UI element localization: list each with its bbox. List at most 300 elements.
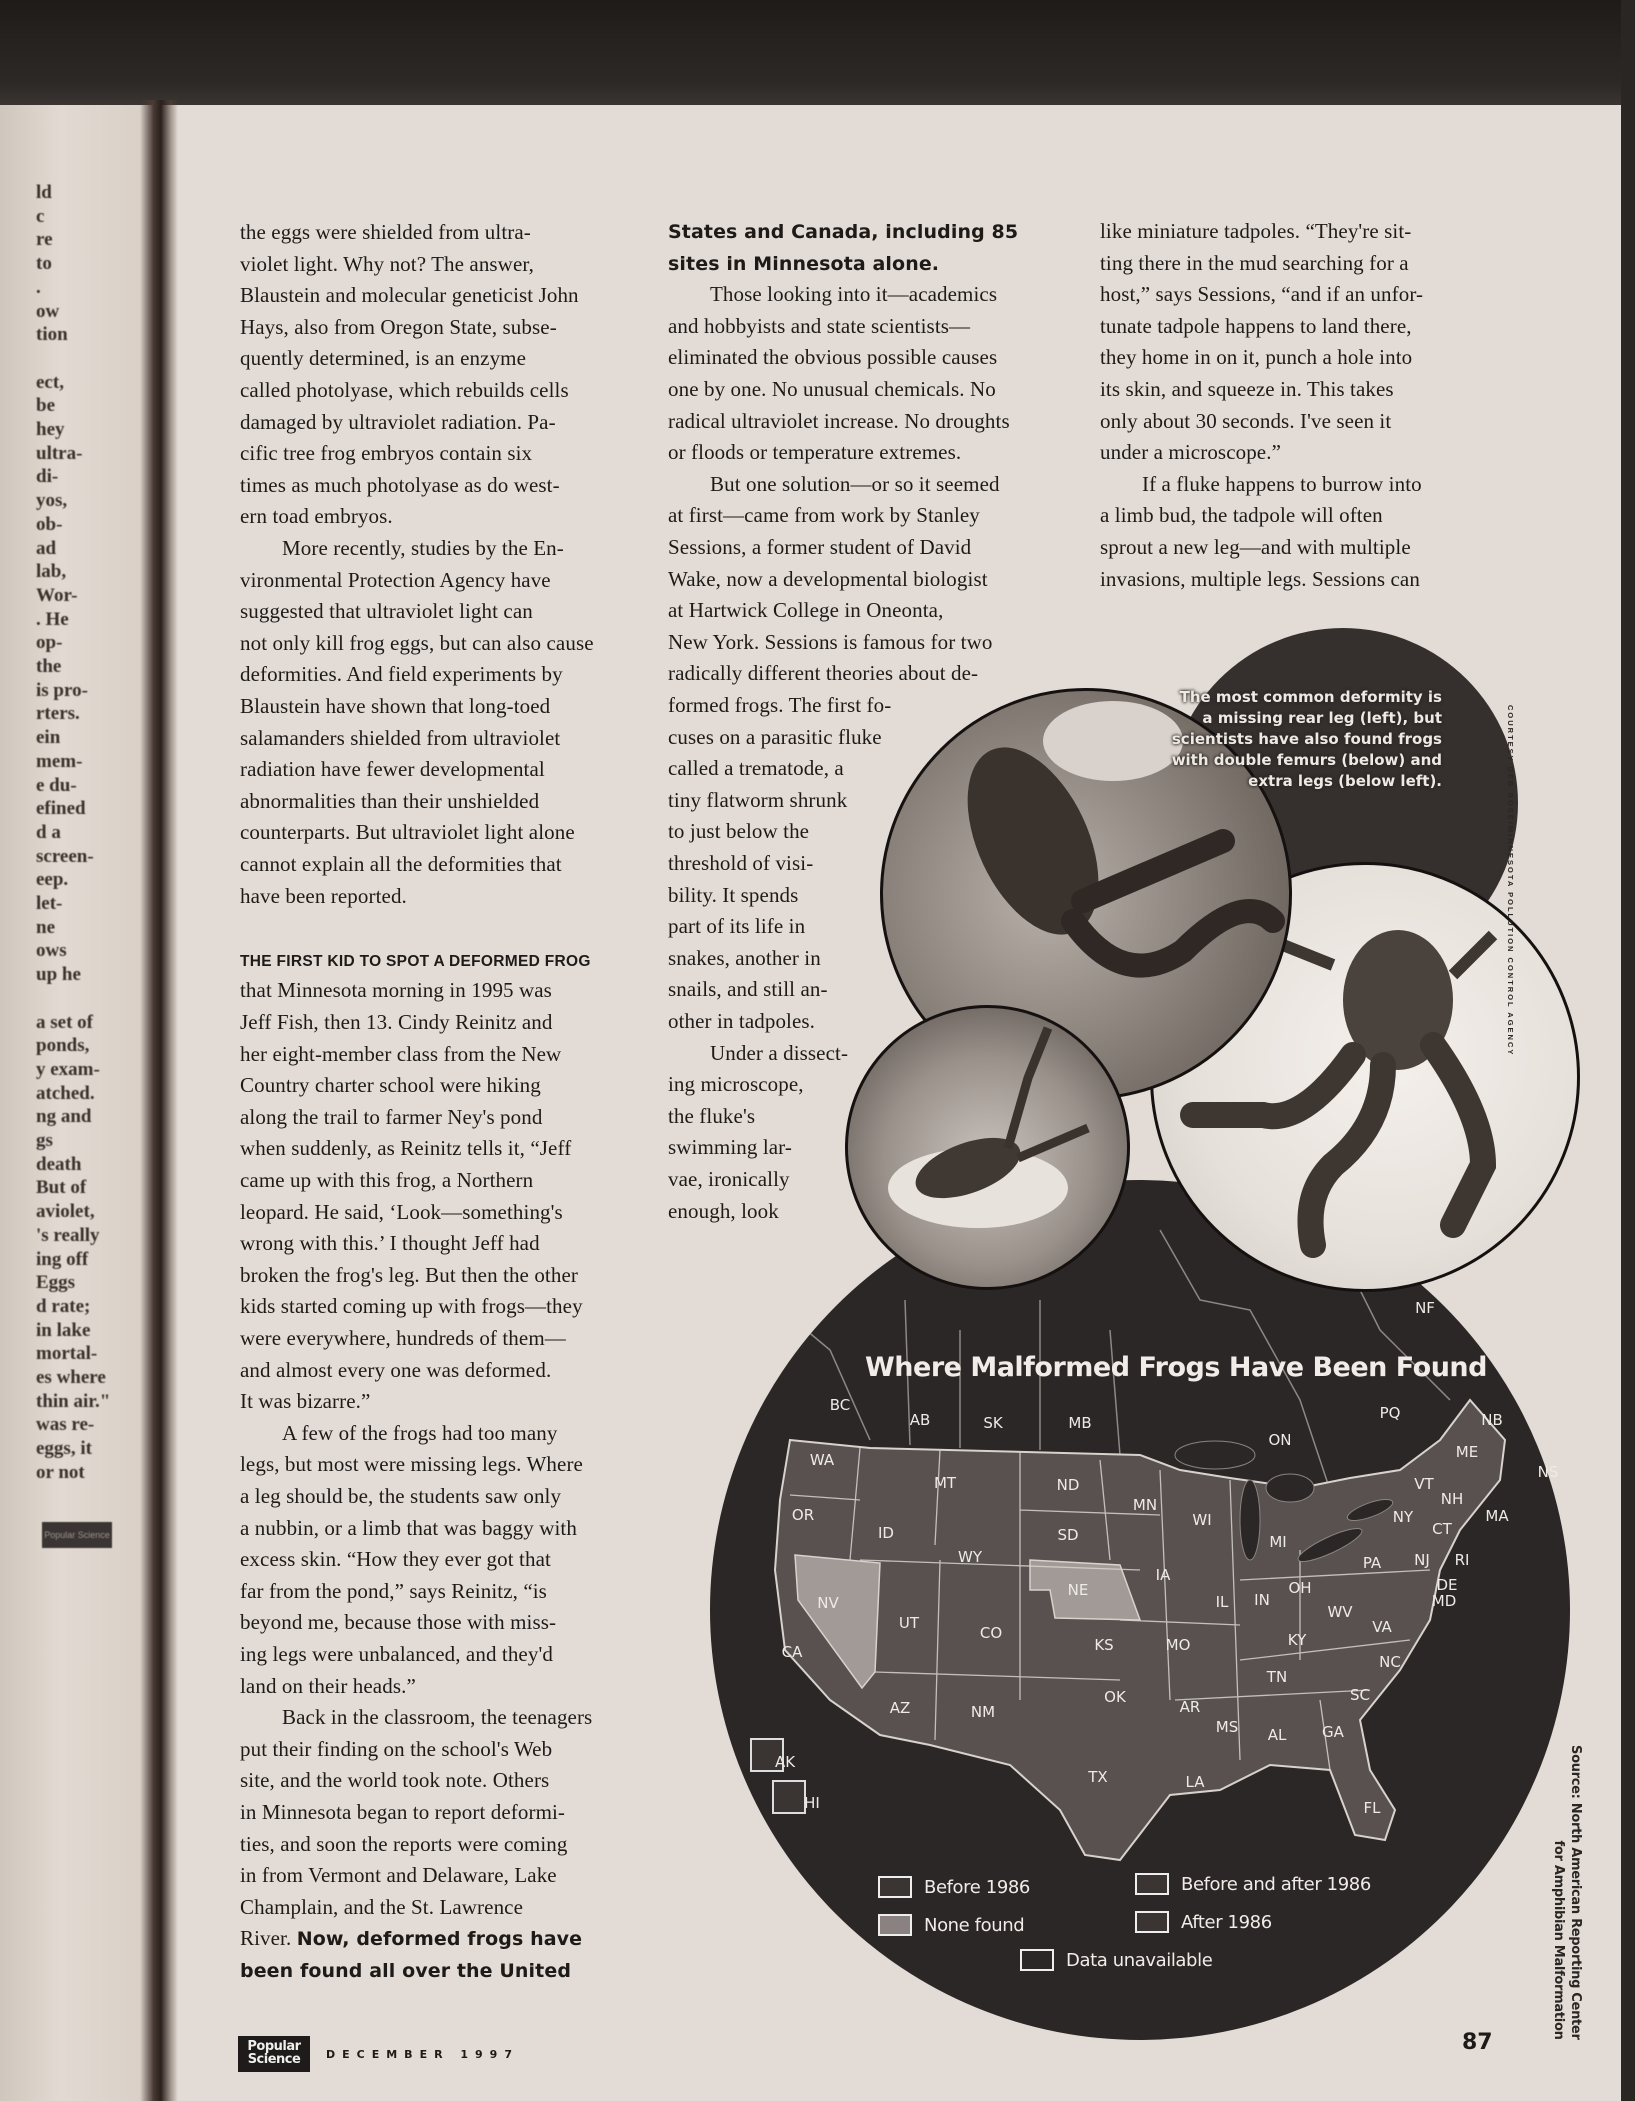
region-label-nj: NJ [1414, 1551, 1430, 1569]
text-line [668, 440, 961, 464]
region-label-pa: PA [1362, 1554, 1382, 1572]
regular-text: land on their heads.” [240, 1673, 416, 1698]
text-line [240, 1958, 571, 1983]
legend-swatch [878, 1876, 912, 1898]
text-line [668, 251, 939, 276]
inset-box [772, 1780, 806, 1814]
regular-text: like miniature tadpoles. “They're sit- [1100, 219, 1412, 243]
text-line [240, 884, 407, 908]
text-line [1100, 535, 1411, 559]
text-line [668, 756, 844, 780]
bold-text: sites in Minnesota alone. [668, 252, 940, 275]
text-line [668, 1199, 779, 1223]
text-line [668, 946, 821, 970]
legend-none-found [878, 1914, 1024, 1936]
legend-swatch [1135, 1911, 1169, 1933]
text-line [240, 1010, 552, 1034]
page-number: 87 [1462, 2030, 1493, 2055]
text-line [668, 883, 798, 907]
fragment-line: eggs, it [36, 1438, 92, 1460]
fragment-line: d rate; [36, 1295, 91, 1317]
text-line [240, 252, 534, 276]
text-line [240, 441, 532, 465]
text-line [240, 568, 551, 592]
fragment-line: screen- [36, 845, 94, 867]
text-line [240, 978, 552, 1002]
region-label-ab: AB [909, 1411, 931, 1429]
regular-text: or floods or temperature extremes. [668, 440, 962, 465]
text-line [240, 1516, 577, 1540]
fragment-line: c [36, 205, 45, 227]
text-line [240, 1926, 582, 1951]
text-line [668, 1167, 790, 1191]
regular-text: legs, but most were missing legs. Where [240, 1452, 583, 1477]
text-line [668, 1104, 755, 1128]
regular-text: It was bizarre.” [240, 1389, 371, 1414]
regular-text: New York. Sessions is famous for two [668, 629, 993, 654]
regular-text: swimming lar- [668, 1135, 792, 1160]
us-landmass [775, 1400, 1505, 1860]
region-label-md: MD [1431, 1592, 1457, 1610]
regular-text: bility. It spends [668, 882, 799, 907]
fragment-line: death [36, 1153, 82, 1175]
fragment-line: y exam- [36, 1058, 100, 1080]
regular-text: River. [240, 1926, 297, 1951]
regular-text: formed frogs. The first fo- [668, 693, 892, 717]
fragment-line: . He [36, 608, 69, 630]
regular-text: enough, look [668, 1198, 779, 1223]
regular-text: put their finding on the school's Web [240, 1736, 553, 1761]
fragment-line: But of [36, 1177, 87, 1199]
legend-data-unavailable [1020, 1949, 1212, 1971]
region-label-or: OR [791, 1506, 815, 1524]
fragment-line: thin air." [36, 1390, 111, 1412]
fragment-line: aviolet, [36, 1201, 95, 1223]
region-label-ns: NS [1537, 1463, 1559, 1481]
region-label-me: ME [1455, 1443, 1479, 1461]
text-line [668, 314, 970, 338]
region-label-mn: MN [1132, 1496, 1158, 1514]
text-line [1100, 440, 1281, 464]
fragment-line: di- [36, 466, 59, 488]
text-line [240, 1136, 571, 1160]
fragment-line: a set of [36, 1011, 93, 1033]
fragment-line: ows [36, 940, 67, 962]
regular-text: called a trematode, a [668, 756, 844, 781]
fragment-line: e du- [36, 774, 77, 796]
source-line: for Amphibian Malformation [1551, 1840, 1566, 2040]
fragment-line: tion [36, 324, 68, 346]
region-label-tx: TX [1088, 1768, 1108, 1786]
region-label-oh: OH [1288, 1579, 1312, 1597]
text-line [668, 851, 813, 875]
fragment-line: ein [36, 727, 61, 749]
regular-text: that Minnesota morning in 1995 was [240, 978, 552, 1003]
text-line [240, 1294, 583, 1318]
regular-text: were everywhere, hundreds of them— [240, 1326, 566, 1350]
legend-label: Before 1986 [924, 1876, 1030, 1898]
regular-text: excess skin. “How they ever got that [240, 1547, 551, 1572]
legend-swatch [1135, 1873, 1169, 1895]
regular-text: Blaustein have shown that long-toed [240, 694, 551, 718]
text-line [668, 567, 988, 591]
fragment-line: gs [36, 1130, 53, 1151]
text-line [240, 631, 594, 655]
regular-text: not only kill frog eggs, but can also cause [240, 630, 594, 655]
regular-text: Wake, now a developmental biologist [668, 566, 988, 591]
regular-text: and almost every one was deformed. [240, 1357, 552, 1382]
text-line [240, 1042, 561, 1066]
regular-text: in from Vermont and Delaware, Lake [240, 1863, 557, 1888]
region-label-on: ON [1268, 1431, 1292, 1449]
text-line [1100, 377, 1394, 401]
region-label-nf: NF [1415, 1299, 1435, 1317]
bold-text: been found all over the United [240, 1960, 572, 1982]
region-label-az: AZ [889, 1699, 911, 1717]
fragment-line: ad [36, 537, 57, 559]
text-line [668, 693, 891, 717]
regular-text: they home in on it, punch a hole into [1100, 345, 1413, 370]
text-line [668, 1041, 848, 1065]
legend-label: Data unavailable [1066, 1949, 1213, 1971]
fragment-line: let- [36, 893, 63, 914]
region-label-nm: NM [970, 1703, 996, 1721]
regular-text: came up with this frog, a Northern [240, 1168, 534, 1192]
page-binding-shadow [140, 100, 178, 2101]
region-label-nv: NV [817, 1594, 839, 1612]
regular-text: part of its life in [668, 914, 806, 939]
text-line [240, 1800, 565, 1824]
region-label-ia: IA [1155, 1566, 1171, 1584]
text-line [668, 977, 828, 1001]
regular-text: to just below the [668, 819, 810, 844]
fragment-line: lab, [36, 561, 67, 583]
text-line [668, 1009, 815, 1033]
region-label-wv: WV [1327, 1603, 1353, 1621]
text-line [240, 1832, 567, 1856]
region-label-ne: NE [1067, 1581, 1089, 1599]
text-line [240, 757, 545, 781]
region-label-bc: BC [829, 1396, 851, 1414]
fragment-line: ect, [36, 371, 64, 393]
fragment-line: or not [36, 1461, 85, 1483]
text-line [240, 1326, 566, 1350]
region-label-vt: VT [1414, 1475, 1434, 1493]
text-line [240, 220, 531, 244]
regular-text: have been reported. [240, 883, 407, 908]
regular-text: tunate tadpole happens to land there, [1100, 313, 1412, 338]
region-label-ma: MA [1485, 1507, 1509, 1525]
regular-text: ting there in the mud searching for a [1100, 250, 1409, 275]
regular-text: damaged by ultraviolet radiation. Pa- [240, 409, 556, 434]
text-line [668, 661, 978, 685]
text-line [240, 1610, 556, 1634]
fragment-line: ng and [36, 1106, 92, 1128]
regular-text: eliminated the obvious possible causes [668, 345, 998, 370]
region-label-ky: KY [1287, 1631, 1307, 1649]
text-line [240, 1200, 563, 1224]
region-label-in: IN [1254, 1591, 1270, 1609]
text-line [240, 346, 526, 370]
fragment-line: op- [36, 632, 63, 654]
fragment-line: to [36, 253, 52, 275]
fragment-line: rters. [36, 703, 80, 725]
text-line [1100, 251, 1409, 275]
regular-text: a limb bud, the tadpole will often [1100, 503, 1383, 528]
regular-text: cannot explain all the deformities that [240, 852, 562, 876]
regular-text: host,” says Sessions, “and if an unfor- [1100, 282, 1424, 307]
region-label-ct: CT [1432, 1520, 1452, 1538]
fragment-line: mortal- [36, 1343, 98, 1365]
regular-text: called photolyase, which rebuilds cells [240, 378, 569, 402]
fragment-line: re [36, 229, 53, 251]
popular-science-logo [238, 2036, 310, 2072]
regular-text: a nubbin, or a limb that was baggy with [240, 1515, 577, 1540]
map-title: Where Malformed Frogs Have Been Found [865, 1352, 1487, 1383]
text-line [240, 1895, 523, 1919]
regular-text: Hays, also from Oregon State, subse- [240, 314, 557, 339]
text-line [1100, 567, 1420, 591]
fragment-line: ing off [36, 1248, 89, 1270]
regular-text: its skin, and squeeze in. This takes [1100, 377, 1394, 401]
fragment-line: . [36, 276, 41, 298]
fragment-line: d a [36, 821, 61, 843]
regular-text: ing legs were unbalanced, and they'd [240, 1642, 553, 1666]
regular-text: under a microscope.” [1100, 440, 1282, 465]
text-line [668, 409, 1010, 433]
fragment-line: up he [36, 964, 81, 986]
regular-text: Those looking into it—academics [710, 282, 998, 307]
text-line [240, 504, 393, 528]
fragment-line: ne [36, 916, 55, 938]
text-line [240, 726, 560, 750]
previous-page-logo: Popular Science [42, 1522, 112, 1548]
text-line [240, 1642, 553, 1666]
region-label-ks: KS [1094, 1636, 1114, 1654]
regular-text: Country charter school were hiking [240, 1073, 541, 1098]
region-label-ms: MS [1215, 1718, 1239, 1736]
regular-text: cuses on a parasitic fluke [668, 724, 882, 749]
legend-label: Before and after 1986 [1181, 1873, 1371, 1895]
regular-text: snails, and still an- [668, 977, 828, 1002]
scan-top-shadow [0, 0, 1635, 105]
source-line: Source: North American Reporting Center [1568, 1745, 1583, 2040]
regular-text: deformities. And field experiments by [240, 662, 563, 687]
regular-text: kids started coming up with frogs—they [240, 1294, 583, 1319]
regular-text: beyond me, because those with miss- [240, 1610, 557, 1635]
region-label-la: LA [1185, 1773, 1205, 1791]
region-label-sk: SK [983, 1414, 1003, 1432]
region-label-mt: MT [933, 1474, 957, 1492]
regular-text: wrong with this.’ I thought Jeff had [240, 1231, 540, 1256]
regular-text: violet light. Why not? The answer, [240, 251, 534, 276]
regular-text: If a fluke happens to burrow into [1142, 471, 1422, 496]
region-label-al: AL [1267, 1726, 1287, 1744]
regular-text: tiny flatworm shrunk [668, 787, 848, 812]
text-line [240, 1263, 578, 1287]
text-line [240, 1737, 552, 1761]
logo-line: Science [247, 2052, 301, 2067]
regular-text: the eggs were shielded from ultra- [240, 220, 531, 244]
region-label-wa: WA [809, 1451, 835, 1469]
fragment-line: atched. [36, 1082, 95, 1104]
legend-before-1986 [878, 1876, 1030, 1898]
region-label-de: DE [1436, 1576, 1458, 1594]
fragment-line: was re- [36, 1414, 95, 1436]
text-line [240, 852, 562, 876]
regular-text: in Minnesota began to report deformi- [240, 1800, 566, 1824]
regular-text: far from the pond,” says Reinitz, “is [240, 1578, 547, 1603]
text-line [1100, 282, 1423, 306]
text-line [240, 378, 569, 402]
region-label-ut: UT [898, 1614, 920, 1632]
regular-text: Under a dissect- [710, 1040, 849, 1065]
bold-text: Now, deformed frogs have [296, 1928, 583, 1951]
legend-swatch [1020, 1949, 1054, 1971]
legend-swatch [878, 1914, 912, 1936]
regular-text: ties, and soon the reports were coming [240, 1831, 568, 1856]
text-line [240, 1358, 551, 1382]
issue-date: DECEMBER 1997 [326, 2048, 519, 2061]
region-label-id: ID [878, 1524, 894, 1542]
regular-text: leopard. He said, ‘Look—something's [240, 1199, 563, 1224]
regular-text: site, and the world took note. Others [240, 1768, 550, 1793]
regular-text: cific tree frog embryos contain six [240, 441, 533, 466]
text-line [240, 1768, 549, 1792]
text-line [240, 1105, 542, 1129]
regular-text: THE FIRST KID TO SPOT A DEFORMED FROG [240, 952, 591, 970]
regular-text: ern toad embryos. [240, 504, 393, 529]
text-line [240, 1421, 557, 1445]
region-label-ar: AR [1179, 1698, 1201, 1716]
region-label-tn: TN [1266, 1668, 1288, 1686]
frog-illustration [848, 1008, 1130, 1290]
text-line [1100, 503, 1383, 527]
legend-label: After 1986 [1181, 1911, 1272, 1933]
text-line [668, 725, 882, 749]
bold-text: States and Canada, including 85 [668, 221, 1019, 243]
fragment-line: is pro- [36, 679, 88, 701]
regular-text: Blaustein and molecular geneticist John [240, 283, 579, 308]
regular-text: threshold of visi- [668, 851, 814, 875]
fragment-line: yos, [36, 490, 68, 512]
regular-text: at first—came from work by Stanley [668, 503, 980, 528]
text-line [668, 598, 943, 622]
text-line [668, 345, 997, 369]
fragment-line: ultra- [36, 442, 83, 464]
fragment-line: eep. [36, 869, 69, 891]
regular-text: A few of the frogs had too many [282, 1420, 558, 1445]
legend-before-and-after-1986 [1135, 1873, 1371, 1895]
region-label-pq: PQ [1379, 1404, 1401, 1422]
text-line [668, 630, 992, 654]
fragment-line: Eggs [36, 1272, 76, 1294]
photo-frog-extra-legs [845, 1005, 1130, 1290]
text-line [240, 599, 533, 623]
text-line [1100, 472, 1422, 496]
region-label-nd: ND [1056, 1476, 1080, 1494]
region-label-hi: HI [804, 1794, 820, 1812]
regular-text: vae, ironically [668, 1167, 790, 1191]
section-lead-in [240, 950, 591, 974]
scan-right-edge [1621, 0, 1635, 2101]
region-label-ak: AK [774, 1753, 796, 1771]
text-line [240, 789, 539, 813]
text-line [240, 315, 557, 339]
regular-text: More recently, studies by the En- [282, 536, 564, 560]
fragment-line: 's really [36, 1224, 100, 1246]
regular-text: a leg should be, the students saw only [240, 1484, 562, 1508]
fragment-line: es where [36, 1367, 106, 1388]
region-label-fl: FL [1363, 1799, 1381, 1817]
region-label-nh: NH [1440, 1490, 1464, 1508]
fragment-line: Wor- [36, 584, 78, 606]
text-line [668, 1072, 804, 1096]
text-line [240, 1705, 592, 1729]
text-line [240, 1863, 557, 1887]
legend-after-1986 [1135, 1911, 1272, 1933]
text-line [668, 535, 971, 559]
text-line [240, 694, 550, 718]
region-label-nc: NC [1379, 1653, 1401, 1671]
fragment-line: hey [36, 419, 65, 440]
text-line [240, 536, 564, 560]
text-line [240, 1073, 541, 1097]
regular-text: radical ultraviolet increase. No droughts [668, 408, 1010, 433]
region-label-sd: SD [1057, 1526, 1079, 1544]
photo-credit: COURTESY DEB ROSE/MINNESOTA POLLUTION CONTROL AGENCY [1506, 705, 1515, 1057]
photo-caption: The most common deformity is a missing rear leg (left), but scientists have also found frogs with double femurs (below) and extra legs (below left). [1171, 688, 1442, 790]
fragment-line: in lake [36, 1319, 91, 1341]
regular-text: other in tadpoles. [668, 1009, 816, 1033]
region-label-il: IL [1215, 1593, 1229, 1611]
regular-text: at Hartwick College in Oneonta, [668, 598, 944, 623]
regular-text: Sessions, a former student of David [668, 535, 972, 559]
legend-label: None found [924, 1914, 1025, 1936]
regular-text: when suddenly, as Reinitz tells it, “Jeff [240, 1136, 572, 1161]
regular-text: times as much photolyase as do west- [240, 472, 560, 497]
region-label-ny: NY [1392, 1508, 1414, 1526]
regular-text: radiation have fewer developmental [240, 757, 545, 782]
map-source [1550, 1745, 1584, 2040]
text-line [668, 219, 1018, 244]
text-line [240, 1674, 416, 1698]
regular-text: radically different theories about de- [668, 661, 979, 686]
region-label-wy: WY [958, 1548, 982, 1566]
text-line [668, 1135, 792, 1159]
regular-text: Jeff Fish, then 13. Cindy Reinitz and [240, 1010, 553, 1034]
regular-text: counterparts. But ultraviolet light alone [240, 820, 575, 845]
regular-text: one by one. No unusual chemicals. No [668, 377, 996, 401]
region-label-ga: GA [1322, 1723, 1344, 1741]
region-label-wi: WI [1192, 1511, 1212, 1529]
text-line [240, 1452, 583, 1476]
regular-text: ing microscope, [668, 1072, 804, 1097]
regular-text: her eight-member class from the New [240, 1041, 562, 1066]
region-label-ri: RI [1454, 1551, 1470, 1569]
regular-text: only about 30 seconds. I've seen it [1100, 408, 1392, 433]
region-label-ca: CA [781, 1643, 803, 1661]
fragment-line: ow [36, 300, 60, 322]
text-line [240, 1168, 533, 1192]
fragment-line: ob- [36, 513, 63, 535]
fragment-line: be [36, 395, 55, 417]
regular-text: broken the frog's leg. But then the other [240, 1262, 578, 1287]
text-line [240, 1547, 551, 1571]
regular-text: the fluke's [668, 1103, 756, 1128]
text-line [240, 1579, 547, 1603]
regular-text: and hobbyists and state scientists— [668, 313, 971, 338]
